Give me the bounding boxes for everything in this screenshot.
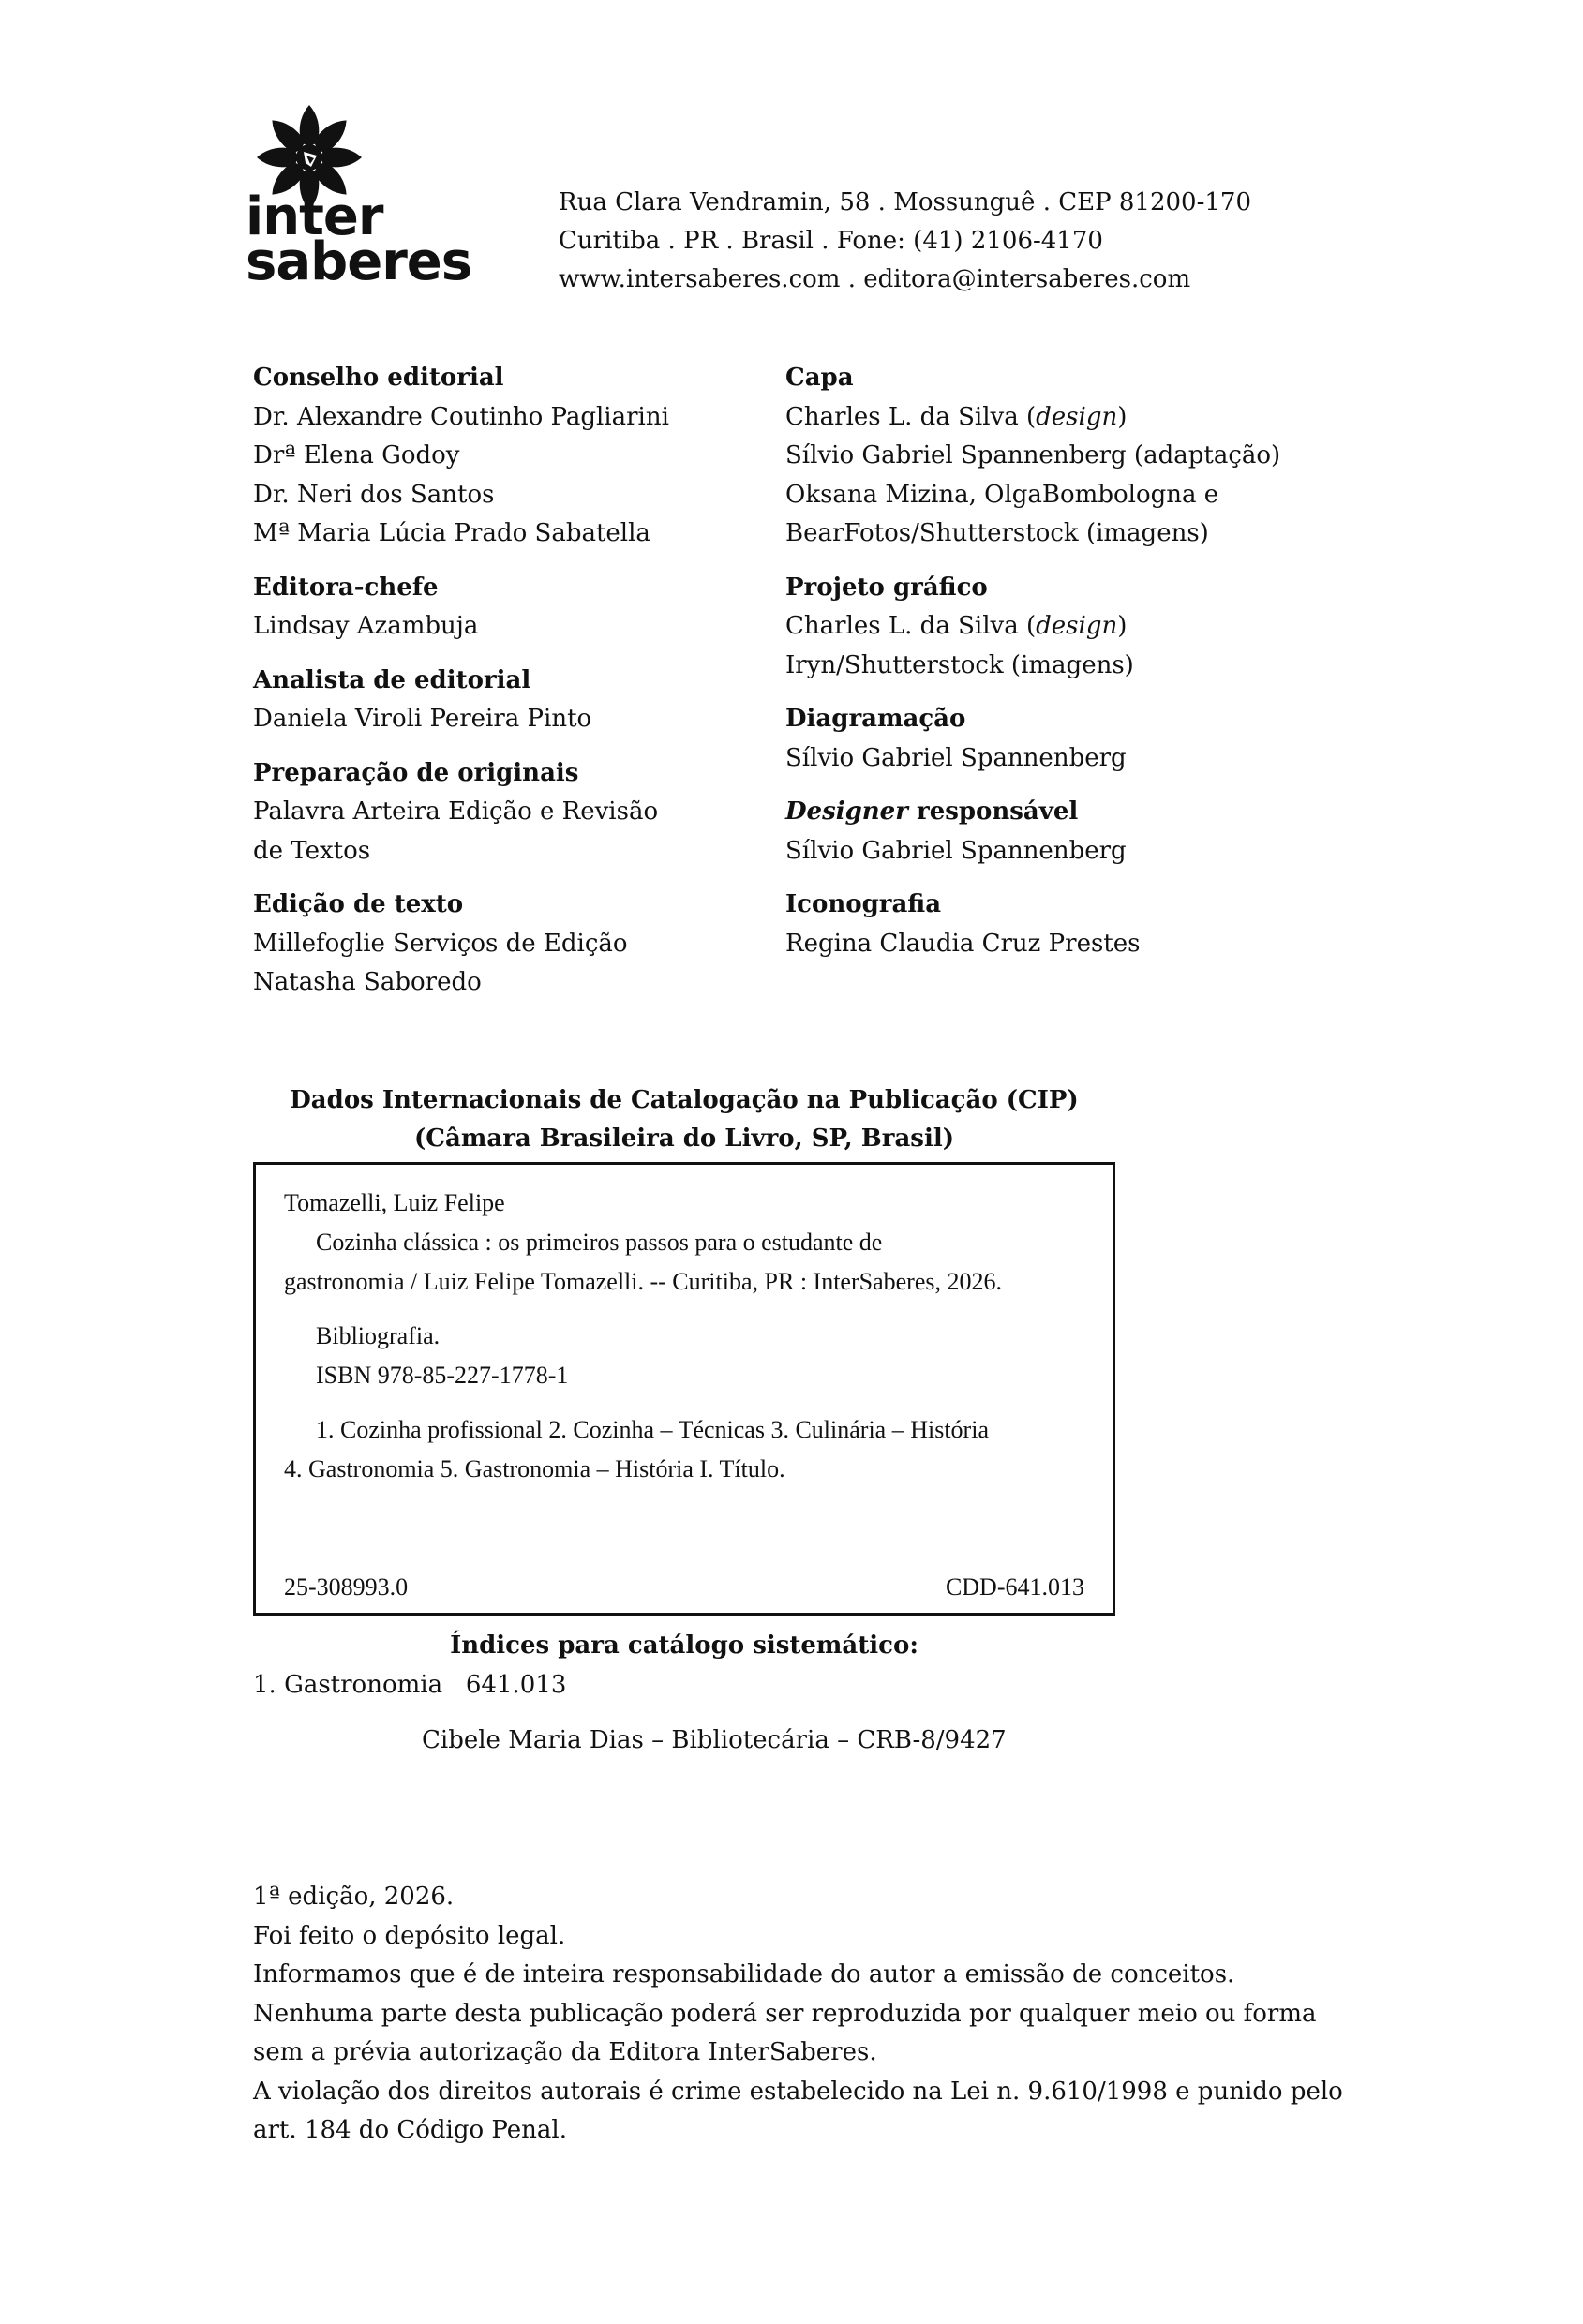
- cip-subjects-line: 1. Cozinha profissional 2. Cozinha – Técnicas 3. Culinária – História: [316, 1416, 989, 1443]
- logo-text-inter: inter: [246, 186, 383, 247]
- credit-name: Sílvio Gabriel Spannenberg: [785, 836, 1127, 865]
- credit-group: [785, 886, 1310, 963]
- logo-text-saberes: saberes: [246, 231, 472, 292]
- credit-name: Charles L. da Silva (design): [785, 402, 1128, 431]
- publisher-logo: [246, 103, 480, 290]
- credit-role: Editora-chefe: [253, 573, 439, 602]
- credit-name: Oksana Mizina, OlgaBombologna e: [785, 480, 1219, 509]
- legal-line: Nenhuma parte desta publicação poderá ser reproduzida por qualquer meio ou forma: [253, 1999, 1317, 2028]
- address-line: www.intersaberes.com . editora@intersaberes.com: [559, 265, 1191, 293]
- cip-cdd: CDD-641.013: [945, 1573, 1084, 1601]
- credit-name: Millefoglie Serviços de Edição: [253, 929, 628, 958]
- index-heading: Índices para catálogo sistemático:: [450, 1631, 918, 1660]
- cip-control-number: 25-308993.0: [284, 1573, 409, 1601]
- credit-group: [253, 662, 759, 739]
- cip-bibliography: Bibliografia.: [316, 1322, 441, 1349]
- credit-role: Diagramação: [785, 705, 966, 733]
- credit-name: Lindsay Azambuja: [253, 612, 479, 640]
- cip-heading-line: (Câmara Brasileira do Livro, SP, Brasil): [414, 1125, 954, 1153]
- credit-role: [785, 793, 1310, 832]
- credit-name: Drª Elena Godoy: [253, 441, 460, 469]
- cip-title-line: Cozinha clássica : os primeiros passos para o estudante de: [316, 1229, 883, 1256]
- address-line: Curitiba . PR . Brasil . Fone: (41) 2106-4170: [559, 227, 1103, 255]
- cip-heading-line: Dados Internacionais de Catalogação na Publicação (CIP): [290, 1086, 1079, 1114]
- legal-notice: [253, 1878, 1343, 2151]
- credit-role-italic: Designer: [785, 797, 908, 826]
- cip-title-line: gastronomia / Luiz Felipe Tomazelli. -- Curitiba, PR : InterSaberes, 2026.: [284, 1268, 1002, 1295]
- publisher-address: [559, 184, 1251, 299]
- credit-role: Preparação de originais: [253, 758, 579, 787]
- credit-role: Capa: [785, 364, 854, 392]
- credit-group: [785, 793, 1310, 871]
- credit-group: [785, 569, 1310, 686]
- credit-name: Natasha Saboredo: [253, 968, 482, 996]
- credit-name: Sílvio Gabriel Spannenberg (adaptação): [785, 441, 1281, 469]
- legal-line: A violação dos direitos autorais é crime estabelecido na Lei n. 9.610/1998 e punido pelo: [253, 2077, 1343, 2106]
- credit-group: [785, 359, 1310, 554]
- credit-group: [253, 569, 759, 647]
- legal-line: sem a prévia autorização da Editora InterSaberes.: [253, 2038, 877, 2066]
- credit-role: Analista de editorial: [253, 665, 531, 694]
- librarian-credit: Cibele Maria Dias – Bibliotecária – CRB-8/9427: [422, 1726, 1007, 1754]
- credit-group: [785, 700, 1310, 778]
- credit-name: BearFotos/Shutterstock (imagens): [785, 519, 1209, 547]
- credits-right-column: [785, 359, 1310, 978]
- credit-name: Sílvio Gabriel Spannenberg: [785, 743, 1127, 772]
- credit-name: Dr. Alexandre Coutinho Pagliarini: [253, 402, 669, 431]
- credit-name: Palavra Arteira Edição e Revisão: [253, 797, 659, 826]
- credit-name: Daniela Viroli Pereira Pinto: [253, 705, 592, 733]
- credit-name: Dr. Neri dos Santos: [253, 480, 495, 509]
- credit-role: Projeto gráfico: [785, 573, 988, 602]
- credit-group: [253, 754, 759, 872]
- credits-left-column: [253, 359, 759, 1018]
- credit-name: Charles L. da Silva (design): [785, 612, 1128, 640]
- credit-role-rest: responsável: [907, 797, 1079, 826]
- legal-line: art. 184 do Código Penal.: [253, 2116, 567, 2144]
- legal-line: Foi feito o depósito legal.: [253, 1921, 566, 1950]
- legal-line: Informamos que é de inteira responsabilidade do autor a emissão de conceitos.: [253, 1960, 1235, 1989]
- cip-subjects-line: 4. Gastronomia 5. Gastronomia – História I. Título.: [284, 1455, 785, 1482]
- logo-wordmark: [246, 186, 472, 292]
- credit-name: Iryn/Shutterstock (imagens): [785, 650, 1134, 679]
- credit-name: Regina Claudia Cruz Prestes: [785, 929, 1141, 958]
- cip-author: Tomazelli, Luiz Felipe: [284, 1189, 505, 1216]
- index-entry-label: 1. Gastronomia: [253, 1671, 443, 1699]
- cip-isbn: ISBN 978-85-227-1778-1: [316, 1362, 569, 1389]
- credit-name: Mª Maria Lúcia Prado Sabatella: [253, 519, 650, 547]
- index-entry-code: 641.013: [465, 1671, 567, 1699]
- index-entry: [253, 1666, 566, 1704]
- legal-line: 1ª edição, 2026.: [253, 1883, 455, 1911]
- cip-heading: [253, 1081, 1115, 1158]
- credit-group: [253, 886, 759, 1003]
- credit-role: Iconografia: [785, 890, 942, 918]
- cip-record-box: [253, 1162, 1115, 1616]
- credit-name: de Textos: [253, 836, 371, 865]
- credit-role: Edição de texto: [253, 890, 464, 918]
- address-line: Rua Clara Vendramin, 58 . Mossunguê . CEP 81200-170: [559, 188, 1251, 216]
- credit-role: Conselho editorial: [253, 364, 504, 392]
- credit-group: [253, 359, 759, 554]
